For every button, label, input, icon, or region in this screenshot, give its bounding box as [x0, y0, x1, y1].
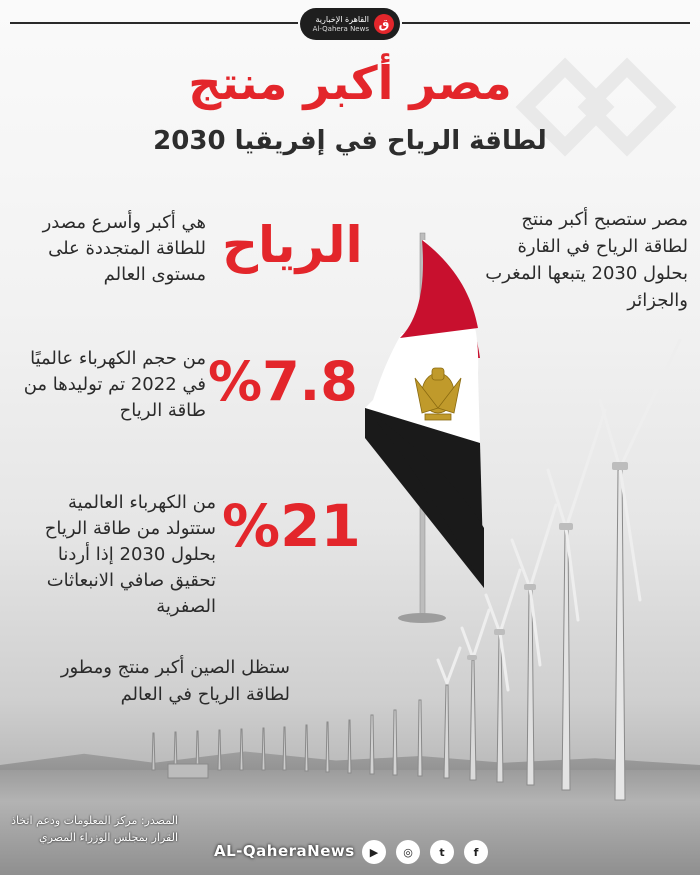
- wind-heading: الرياح: [222, 216, 363, 274]
- stat-7-8-value: %7.8: [208, 350, 358, 413]
- logo-english-text: Al-Qahera News: [312, 24, 369, 33]
- footer-brand-name: AL-QaheraNews: [214, 842, 355, 860]
- stat-21-description: من الكهرباء العالمية ستتولد من طاقة الرياح بحلول 2030 إذا أردنا تحقيق صافي الانبعاثات الصفرية: [44, 492, 216, 617]
- logo-mark-icon: ق: [374, 14, 394, 34]
- youtube-icon[interactable]: ▶: [362, 840, 386, 864]
- page-subtitle: لطاقة الرياح في إفريقيا 2030: [153, 126, 547, 156]
- china-note: ستظل الصين أكبر منتج ومطور لطاقة الرياح في العالم: [60, 657, 290, 705]
- egypt-forecast-text: مصر ستصبح أكبر منتج لطاقة الرياح في القارة بحلول 2030 يتبعها المغرب والجزائر: [485, 209, 688, 311]
- logo-arabic-text: القاهرة الإخبارية: [315, 14, 369, 24]
- instagram-icon[interactable]: ◎: [396, 840, 420, 864]
- page-title: مصر أكبر منتج: [188, 56, 512, 110]
- stat-7-8-description: من حجم الكهرباء عالميًا في 2022 تم توليدها من طاقة الرياح: [23, 348, 206, 421]
- twitter-icon[interactable]: t: [430, 840, 454, 864]
- wind-description: هي أكبر وأسرع مصدر للطاقة المتجددة على مستوى العالم: [42, 212, 206, 285]
- source-credit: المصدر: مركز المعلومات ودعم اتخاذ القرار بمجلس الوزراء المصري: [11, 814, 178, 844]
- facebook-icon[interactable]: f: [464, 840, 488, 864]
- stat-21-value: %21: [222, 492, 361, 560]
